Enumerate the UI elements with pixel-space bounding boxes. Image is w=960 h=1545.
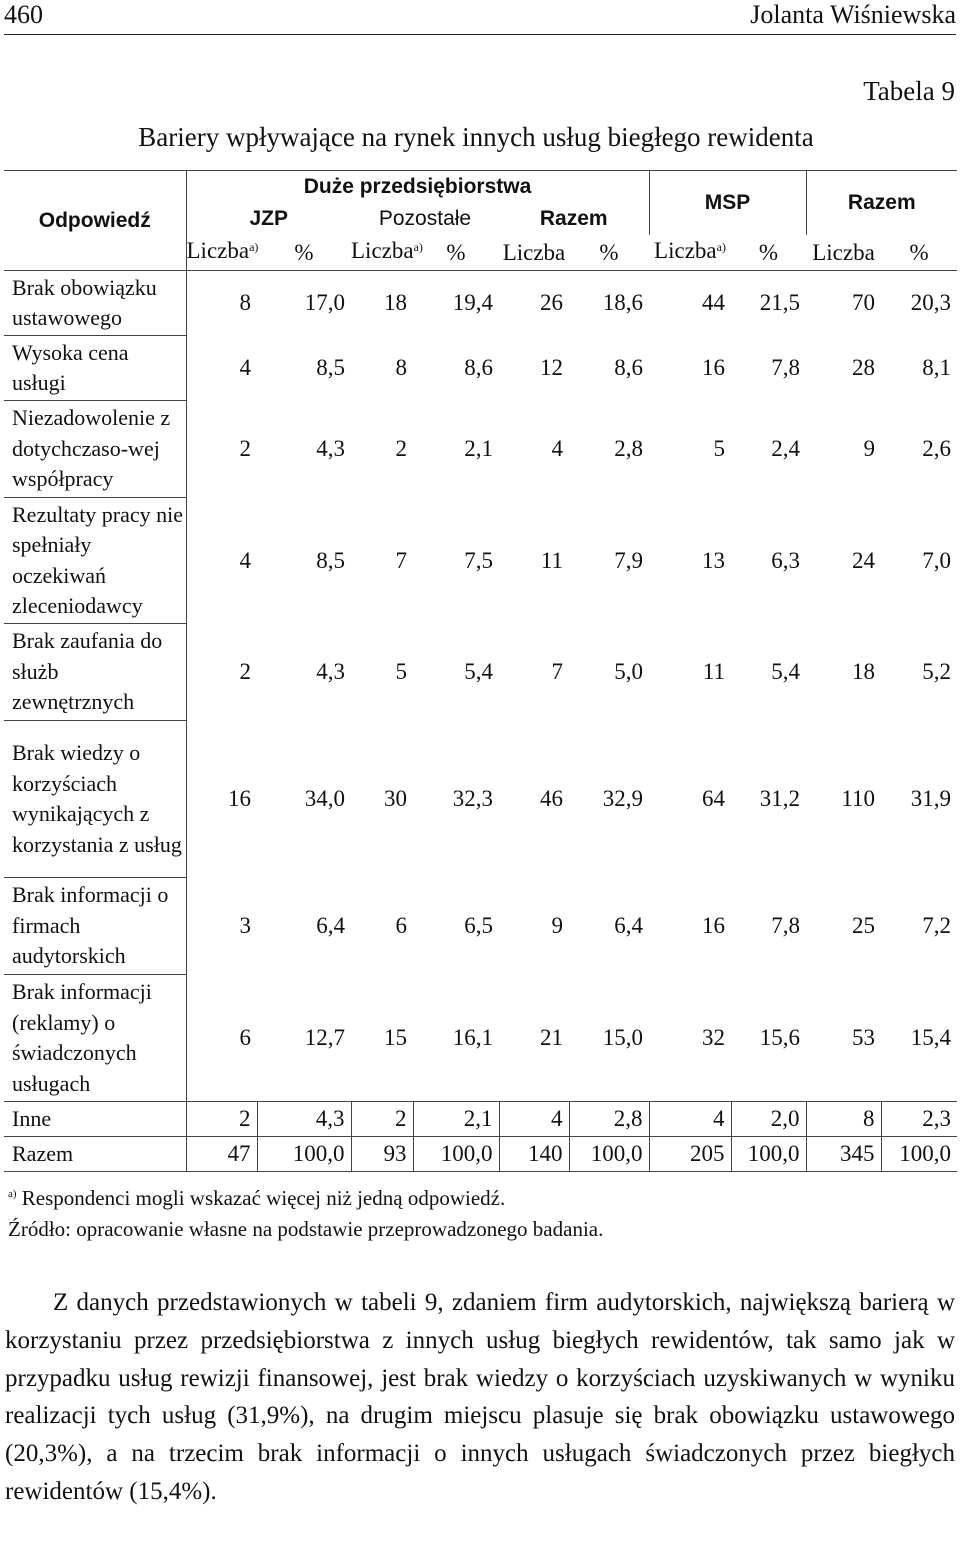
cell-percent: 6,4 <box>614 913 643 938</box>
cell-percent: 32,3 <box>452 786 493 811</box>
cell-count: 30 <box>384 786 407 811</box>
row-label: Brak zaufania do służb zewnętrznych <box>4 624 186 721</box>
cell-count: 9 <box>551 913 563 938</box>
cell-count: 46 <box>540 786 563 811</box>
header-pct: % <box>881 235 957 271</box>
barriers-table <box>4 170 957 1172</box>
header-pct: % <box>257 235 351 271</box>
cell-percent: 7,2 <box>922 913 952 938</box>
table-row <box>4 336 957 401</box>
cell-percent: 17,0 <box>304 290 345 316</box>
cell-count: 4 <box>649 1102 731 1137</box>
cell-percent: 34,0 <box>304 786 345 811</box>
cell-count: 16 <box>702 355 725 380</box>
cell-percent: 7,8 <box>771 355 801 380</box>
source-note: Źródło: opracowanie własne na podstawie przeprowadzonego badania. <box>8 1217 604 1241</box>
cell-count: 26 <box>540 290 563 316</box>
row-label: Brak obowiązku ustawowego <box>4 271 186 336</box>
cell-count: 12 <box>540 355 563 380</box>
cell-count: 8 <box>395 355 407 380</box>
row-label: Wysoka cena usługi <box>4 336 186 401</box>
running-author: Jolanta Wiśniewska <box>750 0 956 29</box>
cell-percent: 8,5 <box>316 355 345 380</box>
cell-percent: 7,8 <box>771 913 801 938</box>
cell-count: 2 <box>186 1102 257 1137</box>
cell-percent: 16,1 <box>452 1024 493 1050</box>
cell-count: 5 <box>713 436 725 461</box>
cell-count: 8 <box>239 290 251 316</box>
cell-percent: 31,2 <box>759 786 801 811</box>
cell-count: 6 <box>395 913 407 938</box>
header-response: Odpowiedź <box>4 171 186 271</box>
cell-count: 18 <box>852 659 876 684</box>
row-label: Razem <box>4 1137 186 1172</box>
cell-percent: 32,9 <box>602 786 643 811</box>
cell-count: 3 <box>239 913 251 938</box>
cell-count: 2 <box>239 659 251 684</box>
header-count: Liczba$^{a)}$ <box>351 235 413 271</box>
table-row <box>4 401 957 498</box>
header-count: Liczba$^{a)}$ <box>186 235 257 271</box>
cell-percent: 100,0 <box>731 1137 806 1172</box>
cell-percent: 31,9 <box>910 786 952 811</box>
header-total: Razem <box>806 171 957 236</box>
header-large-enterprises: Duże przedsiębiorstwa <box>186 171 649 204</box>
cell-count: 7 <box>551 659 563 684</box>
cell-count: 345 <box>806 1137 881 1172</box>
row-label: Brak wiedzy o korzyściach wynikających z korzystania z usług <box>4 721 186 878</box>
cell-count: 5 <box>395 659 407 684</box>
table-row <box>4 624 957 721</box>
cell-percent: 20,3 <box>910 290 952 316</box>
row-label: Brak informacji o firmach audytorskich <box>4 878 186 975</box>
cell-percent: 7,9 <box>614 547 643 573</box>
cell-percent: 8,1 <box>922 355 952 380</box>
cell-count: 2 <box>395 436 407 461</box>
table-row <box>4 975 957 1102</box>
cell-percent: 2,1 <box>413 1102 499 1137</box>
cell-count: 9 <box>863 436 876 461</box>
cell-count: 15 <box>384 1024 407 1050</box>
header-count: Liczba <box>806 235 881 271</box>
cell-percent: 7,5 <box>464 547 493 573</box>
header-pct: % <box>413 235 499 271</box>
cell-count: 44 <box>702 290 725 316</box>
cell-count: 11 <box>702 659 725 684</box>
cell-count: 2 <box>351 1102 413 1137</box>
header-jzp: JZP <box>249 207 288 230</box>
header-pct: % <box>569 235 649 271</box>
header-large-total: Razem <box>539 207 608 230</box>
table-row <box>4 1137 957 1172</box>
cell-count: 53 <box>852 1024 876 1050</box>
header-count: Liczba$^{a)}$ <box>649 235 731 271</box>
cell-percent: 100,0 <box>569 1137 649 1172</box>
row-label: Inne <box>4 1102 186 1137</box>
cell-percent: 5,4 <box>771 659 801 684</box>
cell-count: 32 <box>702 1024 725 1050</box>
cell-percent: 8,6 <box>614 355 643 380</box>
cell-count: 110 <box>841 786 876 811</box>
page-number: 460 <box>4 0 43 29</box>
cell-count: 21 <box>540 1024 563 1050</box>
cell-count: 4 <box>239 547 251 573</box>
row-label: Niezadowolenie z dotychczaso-wej współpracy <box>4 401 186 498</box>
cell-count: 8 <box>806 1102 881 1137</box>
cell-percent: 19,4 <box>452 290 493 316</box>
cell-percent: 6,5 <box>464 913 493 938</box>
cell-count: 4 <box>239 355 251 380</box>
table-row <box>4 878 957 975</box>
cell-percent: 100,0 <box>881 1137 957 1172</box>
cell-percent: 6,4 <box>316 913 345 938</box>
cell-percent: 8,5 <box>316 547 345 573</box>
table-row <box>4 721 957 878</box>
cell-percent: 15,6 <box>759 1024 801 1050</box>
table-title <box>0 122 960 153</box>
cell-count: 4 <box>551 436 563 461</box>
body-paragraph: Z danych przedstawionych w tabeli 9, zdaniem firm audytorskich, największą barierą w korzystaniu przez przedsiębiorstwa z innych usług biegłych rewidentów, tak samo jak w przypadku usług rewizji finansowej, jest brak wiedzy o korzyściach uzyskiwanych w wyniku realizacji tych usług (31,9%), na drugim miejscu plasuje się brak obowiązku ustawowego (20,3%), a na trzecim brak informacji o innych usługach świadczonych przez biegłych rewidentów (15,4%). <box>5 1289 955 1505</box>
cell-count: 93 <box>351 1137 413 1172</box>
cell-count: 24 <box>852 547 876 573</box>
cell-percent: 5,0 <box>614 659 643 684</box>
cell-percent: 100,0 <box>257 1137 351 1172</box>
cell-percent: 2,0 <box>731 1102 806 1137</box>
cell-percent: 2,3 <box>881 1102 957 1137</box>
cell-percent: 5,4 <box>464 659 493 684</box>
table-row <box>4 271 957 336</box>
cell-percent: 4,3 <box>316 436 345 461</box>
cell-count: 16 <box>228 786 251 811</box>
cell-percent: 7,0 <box>922 547 952 573</box>
cell-count: 6 <box>239 1024 251 1050</box>
cell-count: 28 <box>852 355 876 380</box>
cell-percent: 12,7 <box>304 1024 345 1050</box>
table-row <box>4 498 957 624</box>
cell-count: 205 <box>649 1137 731 1172</box>
cell-count: 70 <box>852 290 876 316</box>
cell-count: 140 <box>499 1137 569 1172</box>
table-row <box>4 1102 957 1137</box>
header-pct: % <box>731 235 806 271</box>
cell-count: 13 <box>702 547 725 573</box>
cell-percent: 100,0 <box>413 1137 499 1172</box>
cell-percent: 18,6 <box>602 290 643 316</box>
cell-percent: 2,4 <box>771 436 801 461</box>
cell-percent: 6,3 <box>771 547 801 573</box>
cell-count: 25 <box>852 913 876 938</box>
cell-percent: 2,1 <box>464 436 493 461</box>
header-count: Liczba <box>499 235 569 271</box>
cell-count: 2 <box>239 436 251 461</box>
cell-percent: 2,8 <box>614 436 643 461</box>
cell-percent: 21,5 <box>759 290 801 316</box>
footnote: $^{a)}$ Respondenci mogli wskazać więcej niż jedną odpowiedź. <box>8 1186 506 1210</box>
cell-percent: 2,6 <box>922 436 952 461</box>
header-other: Pozostałe <box>378 207 472 230</box>
cell-percent: 4,3 <box>257 1102 351 1137</box>
table-label: Tabela 9 <box>863 76 955 106</box>
cell-percent: 15,4 <box>910 1024 952 1050</box>
cell-percent: 4,3 <box>316 659 345 684</box>
row-label: Rezultaty pracy nie spełniały oczekiwań zleceniodawcy <box>4 498 186 624</box>
cell-count: 16 <box>702 913 725 938</box>
cell-count: 11 <box>540 547 563 573</box>
cell-count: 7 <box>395 547 407 573</box>
cell-percent: 8,6 <box>464 355 493 380</box>
table-title-text: Bariery wpływające na rynek innych usług biegłego rewidenta <box>138 122 814 152</box>
cell-count: 18 <box>384 290 407 316</box>
cell-percent: 2,8 <box>569 1102 649 1137</box>
cell-percent: 5,2 <box>922 659 952 684</box>
row-label: Brak informacji (reklamy) o świadczonych usługach <box>4 975 186 1102</box>
header-msp: MSP <box>649 171 806 236</box>
cell-count: 47 <box>186 1137 257 1172</box>
cell-percent: 15,0 <box>602 1024 643 1050</box>
cell-count: 64 <box>702 786 725 811</box>
cell-count: 4 <box>499 1102 569 1137</box>
running-header <box>4 0 956 35</box>
